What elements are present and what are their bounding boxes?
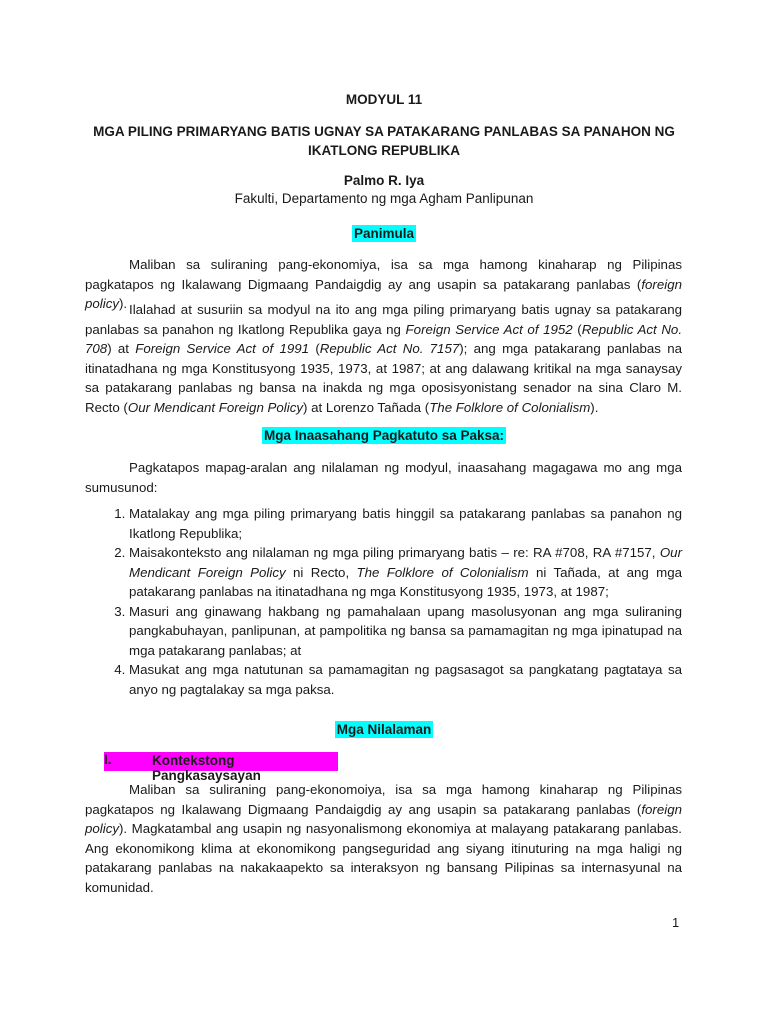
text-run: Maliban sa suliraning pang-ekonomiya, isa sa mga hamong kinaharap ng Pilipinas pagkatapos ng Ikalawang Digmaang Pandaigdig ay ang usapin sa patakarang panlabas ( [85, 257, 682, 292]
italic-run: The Folklore of Colonialism [429, 399, 591, 415]
module-label: MODYUL 11 [345, 92, 423, 107]
text-run: Maliban sa suliraning pang-ekonomoiya, isa sa mga hamong kinaharap ng Pilipinas pagkatapos ng Ikalawang Digmaang Pandaigdig ay ang usapin sa patakarang panlabas ( [85, 782, 682, 817]
italic-run: Our Mendicant Foreign Policy [127, 399, 304, 415]
text-run: ). [590, 399, 599, 415]
objective-item [129, 602, 682, 661]
inaasahan-intro [85, 458, 682, 497]
text-run: ni Recto, [285, 564, 357, 580]
text-run: Masuri ang ginawang hakbang ng pamahalaan upang masolusyonan ang mga suliraning pangkabuhayan, panlipunan, at pampolitika ng bansa sa pamamagitan ng mga ipinatupad na mga patakarang panlabas; at [129, 603, 682, 658]
nilalaman-heading-wrap [0, 722, 768, 737]
italic-run: Republic Act No. 708 [85, 321, 683, 356]
panimula-heading-wrap [0, 226, 768, 241]
document-title-line1: MGA PILING PRIMARYANG BATIS UGNAY SA PATAKARANG PANLABAS SA PANAHON NG [93, 124, 675, 139]
italic-run: foreign policy [85, 801, 682, 836]
text-run: ); ang mga patakarang panlabas na itinatadhana ng mga Konstitusyong 1935, 1973, at 1987; at ang dalawang kritikal na mga sanaysay sa patakarang panlabas ng bansa na inakda ng mga oposisyonistang senador na sina Claro M. Recto ( [85, 341, 682, 415]
nilalaman-heading: Mga Nilalaman [336, 722, 432, 737]
objectives-list [85, 504, 682, 699]
italic-run: Our Mendicant Foreign Policy [129, 545, 682, 580]
text-run: ni Tañada, at ang mga patakarang panlabas na itinatadhana ng mga Konstitusyong 1935, 1973, at 1987; [129, 564, 683, 599]
nilalaman-paragraph-1 [85, 780, 682, 897]
panimula-paragraph-2 [85, 300, 682, 417]
objective-item [129, 504, 682, 543]
text-run: ) at [107, 341, 136, 356]
author-affiliation: Fakulti, Departamento ng mga Agham Panlipunan [234, 191, 534, 206]
text-run: ). [119, 296, 128, 311]
italic-run: Foreign Service Act of 1952 [405, 321, 573, 337]
italic-run: Republic Act No. 7157 [319, 341, 460, 356]
section-heading-1 [104, 752, 338, 783]
italic-run: The Folklore of Colonialism [356, 564, 529, 580]
text-run: ( [309, 341, 320, 356]
objective-item [129, 543, 682, 602]
panimula-heading: Panimula [353, 226, 415, 241]
text-run: ) at Lorenzo Tañada ( [303, 399, 430, 415]
page-number: 1 [672, 915, 680, 930]
text-run: ( [572, 321, 582, 337]
inaasahan-heading: Mga Inaasahang Pagkatuto sa Paksa: [263, 428, 505, 443]
text-run: Ilalahad at susuriin sa modyul na ito ang mga piling primaryang batis ugnay sa patakarang panlabas sa panahon ng Ikatlong Republika gaya ng [85, 302, 682, 337]
author-name: Palmo R. Iya [343, 173, 425, 188]
text-run: Masukat ang mga natutunan sa pamamagitan ng pagsasagot sa pangkatang pagtataya sa anyo ng pagtalakay sa mga paksa. [129, 662, 682, 697]
section-number: I. [104, 752, 112, 767]
text-run: Maisakonteksto ang nilalaman ng mga piling primaryang batis – re: RA #708, RA #7157, [129, 545, 660, 560]
inaasahan-heading-wrap [0, 428, 768, 443]
italic-run: foreign policy [85, 276, 682, 311]
section-title: Kontekstong Pangkasaysayan [152, 753, 261, 783]
document-title-line2: IKATLONG REPUBLIKA [308, 143, 460, 158]
text-run: Matalakay ang mga piling primaryang batis hinggil sa patakarang panlabas sa panahon ng Ikatlong Republika; [129, 506, 682, 541]
objective-item [129, 660, 682, 699]
italic-run: Foreign Service Act of 1991 [135, 341, 310, 356]
text-run: ). Magkatambal ang usapin ng nasyonalismong ekonomiya at malayang patakarang panlabas. Ang ekonomikong klima at ekonomikong pangseguridad ang siyang itinuturing na mga haligi ng patakarang panlabas na nakakaapekto sa interaksyon ng bansang Pilipinas sa internasyunal na komunidad. [85, 821, 682, 895]
text-run: Pagkatapos mapag-aralan ang nilalaman ng modyul, inaasahang magagawa mo ang mga sumusunod: [85, 460, 682, 495]
